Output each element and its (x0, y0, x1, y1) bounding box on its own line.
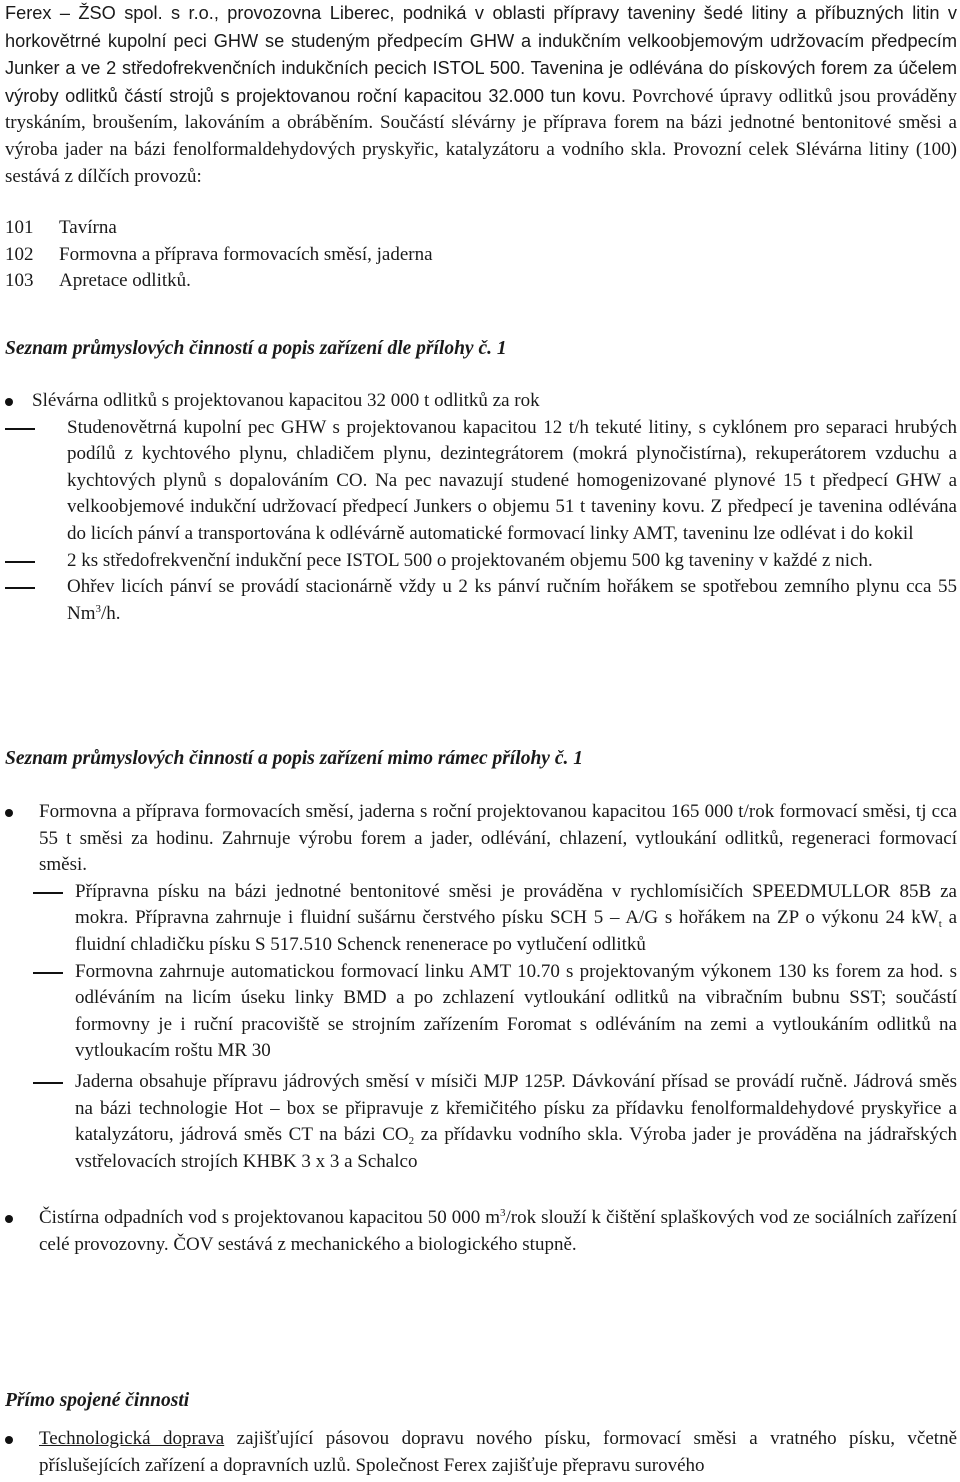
unit-number: 101 (5, 217, 34, 238)
core-shop-text-end: za přídavku vodního skla. Výroba jader je prováděna na jádrařských vstřelovacích strojích KHBK 3 x 3 a Schalco (75, 1124, 957, 1172)
section1-bullet (5, 388, 957, 415)
section1-dash-item (5, 574, 957, 627)
section2-dash-item (5, 1069, 957, 1175)
superscript: 3 (95, 602, 101, 615)
unit-name: Formovna a příprava formovacích směsí, jaderna (59, 243, 433, 265)
induction-furnace-text: 2 ks středofrekvenční indukční pece ISTOL 500 o projektovaném objemu 500 kg taveniny v každé z nich. (67, 549, 873, 571)
moulding-line-text: Formovna zahrnuje automatickou formovací linku AMT 10.70 s projektovaným výkonem 130 ks forem za hod. s odléváním na licím úseku linky BMD a po zchlazení vytloukání odlitků na vibračním bubnu SST; součástí formovny je i ruční pracoviště se strojním zařízením Foromat s odléváním na zemi a vytloukáním odlitků na vytloukacím roštu MR 30 (75, 960, 957, 1062)
section2-bullet (5, 1205, 957, 1258)
dash-icon (33, 1082, 63, 1084)
dash-icon (5, 587, 35, 589)
intro-paragraph (5, 0, 957, 190)
bullet-icon (5, 398, 13, 406)
core-shop-text: Jaderna obsahuje přípravu jádrových směsí v mísiči MJP 125P. Dávkování přísad se provádí ručně. Jádrová směs na bázi technologie Hot – box se připravuje z křemičitého písku za přídavku fenolformaldehydové pryskyřice a katalyzátoru, jádrová směs CT na bázi CO (75, 1070, 957, 1146)
unit-number: 103 (5, 270, 34, 292)
unit-row (5, 242, 957, 269)
unit-row (5, 268, 957, 295)
section1-bullet-text: Slévárna odlitků s projektovanou kapacitou 32 000 t odlitků za rok (32, 390, 540, 411)
dash-icon (33, 972, 63, 974)
section1-dash-item (5, 415, 957, 548)
ladle-heating-text: Ohřev licích pánví se provádí stacionárně vždy u 2 ks pánví ručním hořákem se spotřebou zemního plynu cca 55 Nm (67, 576, 957, 624)
dash-icon (5, 428, 35, 430)
section1-content (5, 388, 957, 627)
dash-icon (33, 892, 63, 894)
unit-name: Apretace odlitků. (59, 270, 191, 292)
bullet-icon (5, 809, 13, 817)
section2-content (5, 799, 957, 1259)
section1-heading: Seznam průmyslových činností a popis zařízení dle přílohy č. 1 (5, 338, 507, 359)
transport-text: zajišťující pásovou dopravu nového písku, formovací směsi a vratného písku, včetně příslušejících zařízení a dopravních uzlů. Společnost Ferex zajišťuje přepravu surového (39, 1428, 958, 1476)
subscript: 2 (408, 1135, 415, 1148)
subscript: t (938, 918, 942, 931)
wastewater-text-end: /rok slouží k čištění splaškových vod ze sociálních zařízení celé provozovny. ČOV sestává z mechanického a biologického stupně. (39, 1207, 957, 1255)
bullet-icon (5, 1436, 13, 1444)
sand-preparation-text-end: a fluidní chladičku písku S 517.510 Schenck renenerace po vytlučení odlitků (75, 907, 958, 955)
cupola-furnace-text: Studenovětrná kupolní pec GHW s projektovanou kapacitou 12 t/h tekuté litiny, s cyklónem pro separaci hrubých podílů z kychtového plynu, chladičem plynu, dezintegrátorem (mokrá plynočistírna), rekuperátorem vzduchu a kychtových plynů s dopalováním CO. Na pec navazují studené homogenizované plynové 15 t předpecí GHW a velkoobjemové indukční udržovací předpecí Junkers o objemu 51 t taveniny kovu. Z předpecí je tavenina odlévána do licích pánví a transportována k odlévárně automatické formovací linky AMT, taveninu lze odlévat i do kokil (67, 416, 957, 544)
unit-name: Tavírna (59, 217, 117, 238)
section2-bullet (5, 799, 957, 879)
superscript: 3 (500, 1207, 506, 1220)
technological-transport-link: Technologická doprava (39, 1428, 225, 1449)
section3-heading: Přímo spojené činnosti (5, 1390, 190, 1411)
section2-dash-item (5, 879, 957, 959)
section2-dash-item (5, 959, 957, 1065)
intro-process-text: Povrchové úpravy odlitků jsou prováděny tryskáním, broušením, lakováním a obráběním. Součástí slévárny je příprava forem na bázi jednotné bentonitové směsi a výroba jader na bázi fenolformaldehydových pryskyřic, katalyzátoru a vodního skla. Provozní celek Slévárna litiny (100) sestává z dílčích provozů: (5, 85, 957, 187)
dash-icon (5, 561, 35, 563)
unit-row (5, 215, 957, 242)
sand-preparation-text: Přípravna písku na bázi jednotné bentonitové směsi je prováděna v rychlomísičích SPEEDMULLOR 85B za mokra. Přípravna zahrnuje i fluidní sušárnu čerstvého písku SCH 5 – A/G s hořákem na ZP o výkonu 24 kW (75, 880, 957, 929)
unit-list (5, 215, 957, 295)
bullet-icon (5, 1215, 13, 1223)
wastewater-text: Čistírna odpadních vod s projektovanou kapacitou 50 000 m (39, 1207, 501, 1229)
unit-number: 102 (5, 243, 34, 265)
moulding-shop-text: Formovna a příprava formovacích směsí, jaderna s roční projektovanou kapacitou 165 000 t/rok formovací směsi, tj cca 55 t směsi za hodinu. Zahrnuje výrobu forem a jader, odlévání, chlazení, vytloukání odlitků, regeneraci formovací směsi. (39, 801, 957, 876)
ladle-heating-unit: /h. (101, 602, 121, 624)
section2-heading: Seznam průmyslových činností a popis zařízení mimo rámec přílohy č. 1 (5, 748, 583, 769)
section3-bullet (5, 1426, 957, 1479)
intro-company-text: Ferex – ŽSO spol. s r.o., provozovna Liberec, podniká v oblasti přípravy taveniny šedé litiny a příbuzných litin v horkovětrné kupolní peci GHW se studeným předpecím GHW a indukčním velkoobjemovým udržovacím předpecím Junker a ve 2 středofrekvenčních indukčních pecich ISTOL 500. Tavenina je odlévána do pískových forem za účelem výroby odlitků částí strojů s projektovanou roční kapacitou 32.000 tun kovu. (5, 3, 957, 106)
section1-dash-item (5, 548, 957, 575)
